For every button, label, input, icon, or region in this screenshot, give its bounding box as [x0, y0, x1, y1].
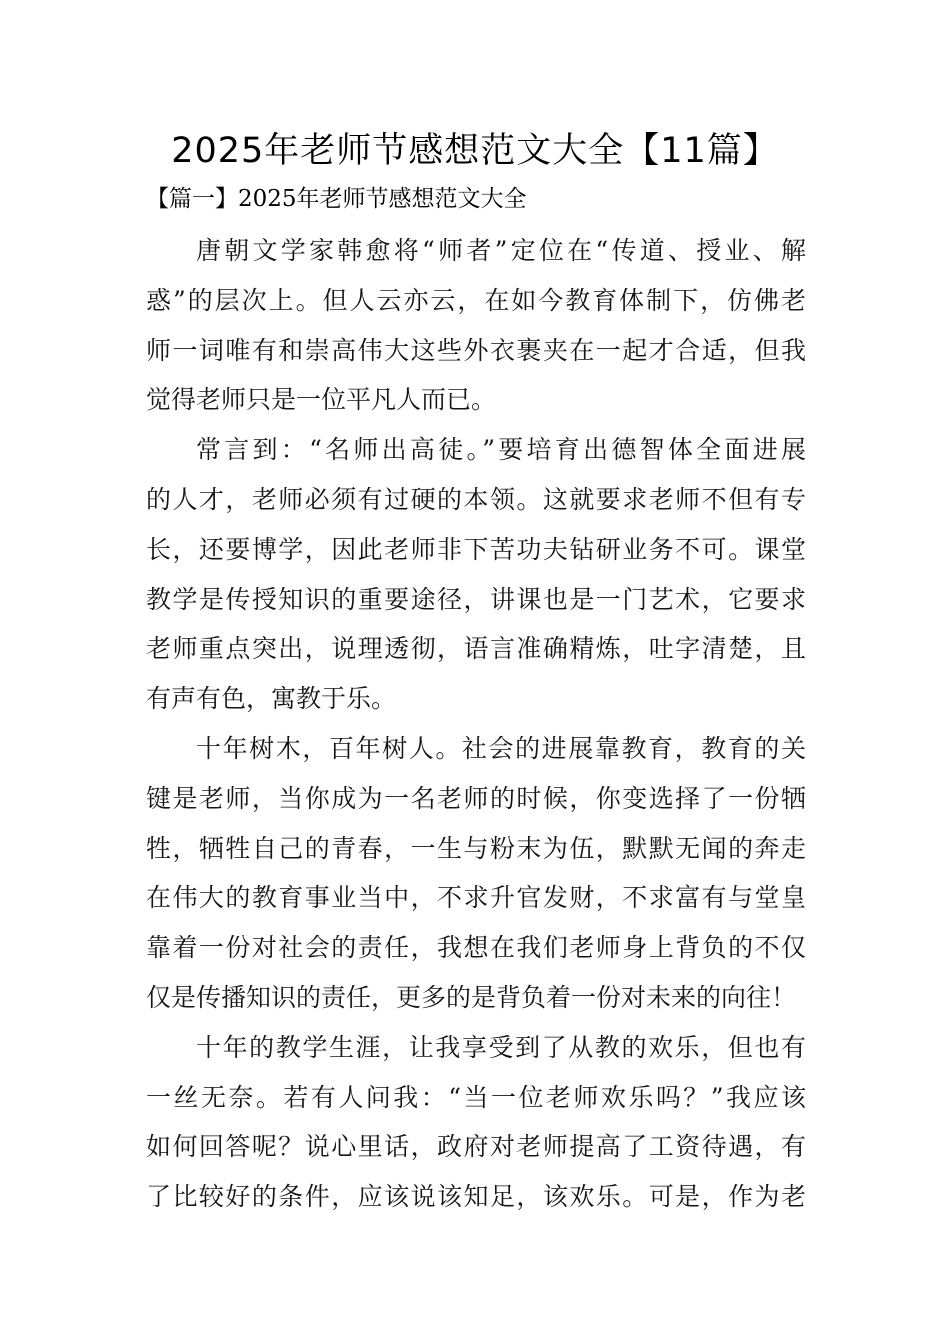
text-line: 的人才，老师必须有过硬的本领。这就要求老师不但有专 [146, 484, 806, 514]
text-line: 教学是传授知识的重要途径，讲课也是一门艺术，它要求 [146, 584, 806, 614]
text-line: 了比较好的条件，应该说该知足，该欢乐。可是，作为老 [146, 1182, 806, 1212]
paragraph [146, 1028, 806, 1227]
text-line: 惑”的层次上。但人云亦云，在如今教育体制下，仿佛老 [146, 285, 806, 315]
text-line: 牲，牺牲自己的青春，一生与粉末为伍，默默无闻的奔走 [146, 833, 806, 863]
paragraph [146, 231, 806, 430]
text-line: 键是老师，当你成为一名老师的时候，你变选择了一份牺 [146, 783, 806, 813]
paragraph [146, 729, 806, 1028]
document-body [146, 231, 806, 1227]
text-line: 十年的教学生涯，让我享受到了从教的欢乐，但也有 [196, 1032, 806, 1062]
section-heading: 【篇一】2025年老师节感想范文大全 [146, 186, 527, 212]
text-line: 在伟大的教育事业当中，不求升官发财，不求富有与堂皇 [146, 883, 806, 913]
text-line: 一丝无奈。若有人问我：“当一位老师欢乐吗？”我应该 [146, 1082, 806, 1112]
paragraph [146, 430, 806, 729]
text-line: 十年树木，百年树人。社会的进展靠教育，教育的关 [196, 733, 806, 763]
text-line: 长，还要博学，因此老师非下苦功夫钻研业务不可。课堂 [146, 534, 806, 564]
text-line: 觉得老师只是一位平凡人而已。 [146, 385, 497, 415]
text-line: 常言到：“名师出高徒。”要培育出德智体全面进展 [196, 435, 806, 465]
text-line: 靠着一份对社会的责任，我想在我们老师身上背负的不仅 [146, 933, 806, 963]
text-line: 如何回答呢？说心里话，政府对老师提高了工资待遇，有 [146, 1132, 806, 1162]
text-line: 有声有色，寓教于乐。 [146, 684, 397, 714]
text-line: 唐朝文学家韩愈将“师者”定位在“传道、授业、解 [196, 236, 806, 265]
document-title: 2025年老师节感想范文大全【11篇】 [171, 131, 779, 171]
text-line: 师一词唯有和崇高伟大这些外衣裹夹在一起才合适，但我 [146, 335, 806, 365]
text-line: 老师重点突出，说理透彻，语言准确精炼，吐字清楚，且 [146, 634, 806, 664]
text-line: 仅是传播知识的责任，更多的是背负着一份对未来的向往！ [146, 982, 797, 1012]
